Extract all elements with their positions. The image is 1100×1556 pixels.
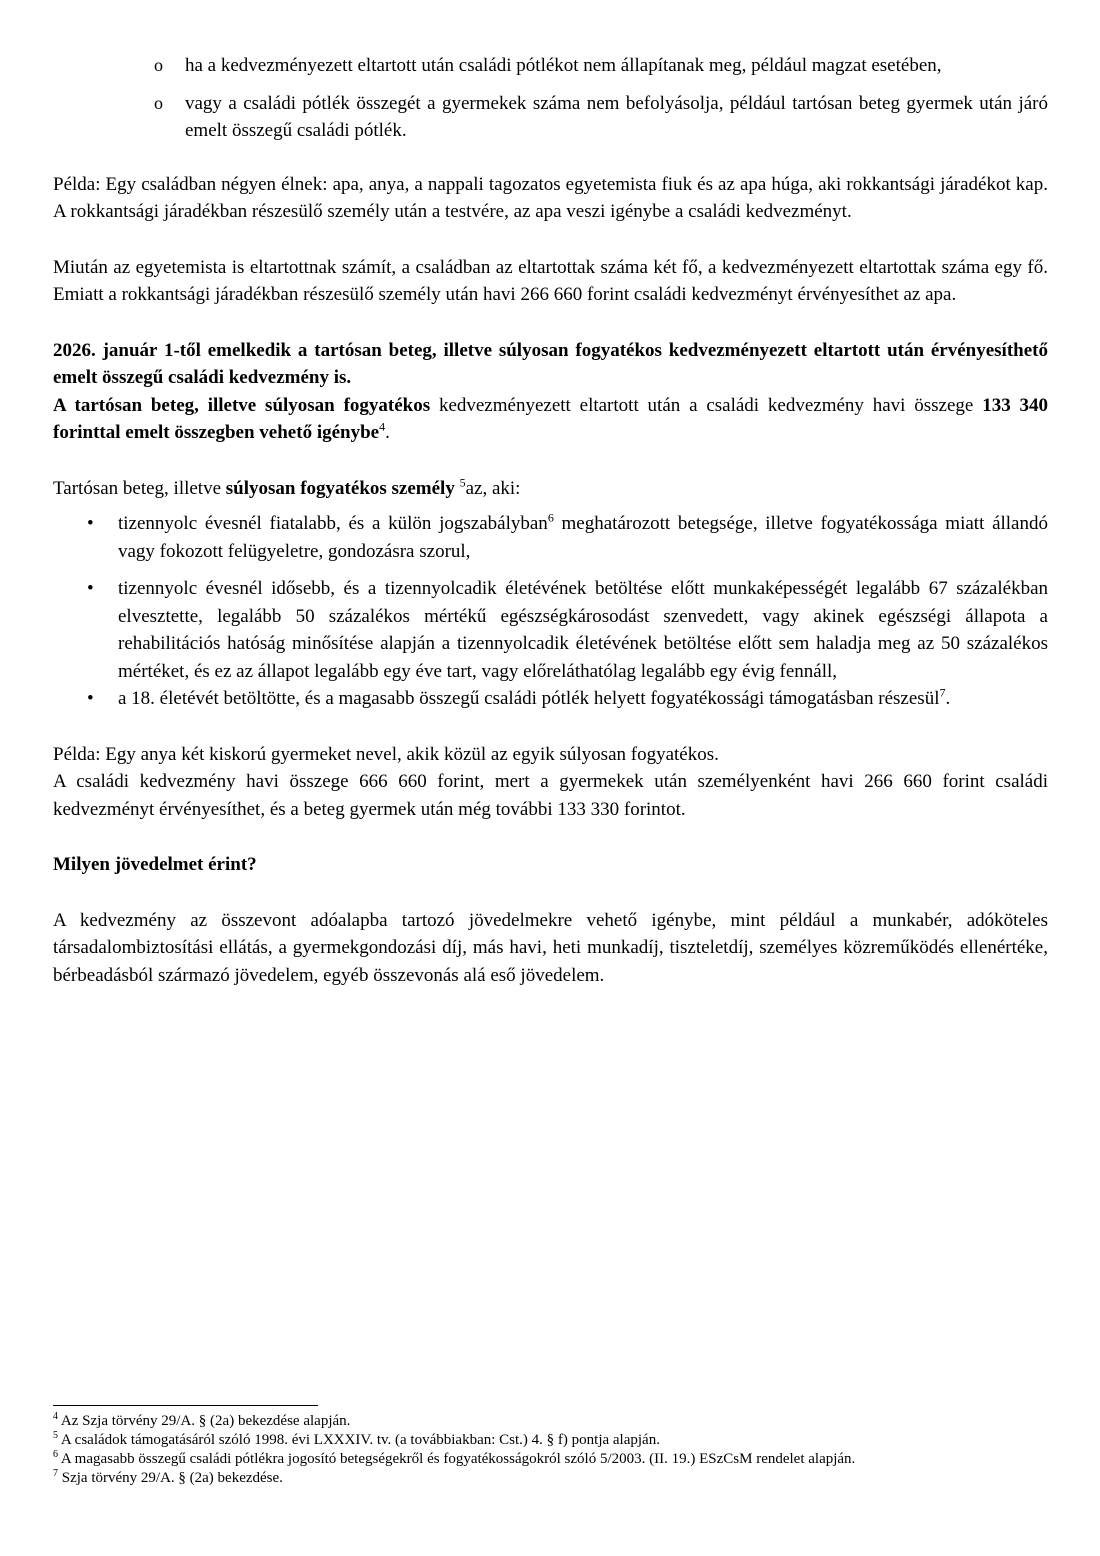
footnote: [53, 1431, 1053, 1450]
footnote-number: 6: [53, 1449, 58, 1460]
text: tizennyolc évesnél idősebb, és a tizennyolcadik életévének betöltése előtt munkaképességét legalább 67 százalékban elvesztette, legalább 50 százalékos mértékű egészségkárosodást szenvedett, vagy akinek egészségi állapota a rehabilitációs hatóság minősítése alapján a tizennyolcadik életévének betöltése előtt sem haladja meg az 50 százalékos mértéket, és ez az állapot legalább egy éve tart, vagy előreláthatólag legalább egy évig fennáll,: [118, 578, 1048, 682]
increase-paragraph: [53, 392, 1048, 447]
bullet-list: [83, 510, 1048, 713]
income-paragraph: A kedvezmény az összevont adóalapba tartozó jövedelmekre vehető igénybe, mint például a munkabér, adóköteles társadalombiztosítási ellátás, a gyermekgondozási díj, más havi, heti munkadíj, tiszteletdíj, személyes közreműködés ellenértéke, bérbeadásból származó jövedelem, egyéb összevonás alá eső jövedelem.: [53, 909, 1048, 986]
sub-list-item: o vagy a családi pótlék összegét a gyermekek száma nem befolyásolja, például tartósan beteg gyermek után járó emelt összegű családi pótlék.: [150, 90, 1048, 145]
footnote: [53, 1469, 1053, 1488]
bullet-item: [83, 510, 1048, 565]
footnote-text: A magasabb összegű családi pótlékra jogosító betegségekről és fogyatékosságokról szóló 5/2003. (II. 19.) ESzCsM rendelet alapján.: [58, 1451, 856, 1467]
footnote-ref: 5: [459, 475, 466, 490]
text: tizennyolc évesnél fiatalabb, és a külön jogszabályban: [118, 513, 548, 534]
footnote-text: Az Szja törvény 29/A. § (2a) bekezdése alapján.: [58, 1413, 351, 1429]
example2-line2: A családi kedvezmény havi összege 666 660 forint, mert a gyermekek után személyenként havi 266 660 forint családi kedvezményt érvényesíthet, és a beteg gyermek után még további 133 330 forintot.: [53, 771, 1048, 820]
bold-text: A tartósan beteg, illetve súlyosan fogyatékos: [53, 394, 431, 416]
footnote-separator: [53, 1405, 318, 1406]
footnote-number: 5: [53, 1430, 58, 1441]
footnote-ref: 7: [939, 685, 946, 700]
definition-intro: [53, 475, 1048, 503]
example-explanation: Miután az egyetemista is eltartottnak számít, a családban az eltartottak száma két fő, a kedvezményezett eltartottak száma egy fő. Emiatt a rokkantsági járadékban részesülő személy után havi 266 660 forint családi kedvezményt érvényesíthet az apa.: [53, 256, 1048, 305]
footnote-text: Szja törvény 29/A. § (2a) bekezdése.: [58, 1470, 283, 1486]
sub-list: [150, 52, 1048, 145]
footnote: [53, 1412, 1053, 1431]
footnotes: [53, 1412, 1053, 1488]
text: az, aki:: [465, 477, 521, 499]
bullet-item: [83, 685, 1048, 713]
bullet-item: [83, 575, 1048, 685]
bold-text: súlyosan fogyatékos személy: [225, 477, 455, 499]
footnote-number: 7: [53, 1468, 58, 1479]
text: .: [385, 422, 390, 443]
announcement-text: 2026. január 1-től emelkedik a tartósan beteg, illetve súlyosan fogyatékos kedvezményezett eltartott után érvényesíthető emelt összegű családi kedvezmény is.: [53, 339, 1048, 388]
sub-list-item: o ha a kedvezményezett eltartott után családi pótlékot nem állapítanak meg, például magzat esetében,: [150, 52, 1048, 80]
text: meghatározott betegsége, illetve fogyatékossága miatt állandó vagy fokozott felügyeletre, gondozásra szorul,: [118, 513, 1048, 562]
footnote-text: A családok támogatásáról szóló 1998. évi LXXXIV. tv. (a továbbiakban: Cst.) 4. § f) pontja alapján.: [58, 1432, 660, 1448]
section-heading: [53, 851, 1048, 879]
text: .: [945, 688, 951, 709]
heading-text: Milyen jövedelmet érint?: [53, 854, 257, 875]
footnote: [53, 1450, 1053, 1469]
text: kedvezményezett eltartott után a családi kedvezmény havi összege: [430, 394, 983, 416]
footnote-number: 4: [53, 1411, 58, 1422]
footnote-ref: 4: [379, 419, 386, 434]
example-paragraph: Példa: Egy családban négyen élnek: apa, anya, a nappali tagozatos egyetemista fiuk és az apa húga, aki rokkantsági járadékot kap. A rokkantsági járadékban részesülő személy után a testvére, az apa veszi igénybe a családi kedvezményt.: [53, 173, 1048, 222]
footnote-ref: 6: [547, 510, 554, 525]
text: Tartósan beteg, illetve: [53, 477, 226, 499]
text: a 18. életévét betöltötte, és a magasabb összegű családi pótlék helyett fogyatékossági támogatásban részesül: [118, 688, 940, 709]
example2-line1: Példa: Egy anya két kiskorú gyermeket nevel, akik közül az egyik súlyosan fogyatékos.: [53, 743, 719, 765]
bold-text: 133 340 forinttal emelt összegben vehető igénybe: [53, 394, 1049, 443]
bold-announcement: [53, 337, 1048, 392]
document-body: [53, 52, 1048, 989]
